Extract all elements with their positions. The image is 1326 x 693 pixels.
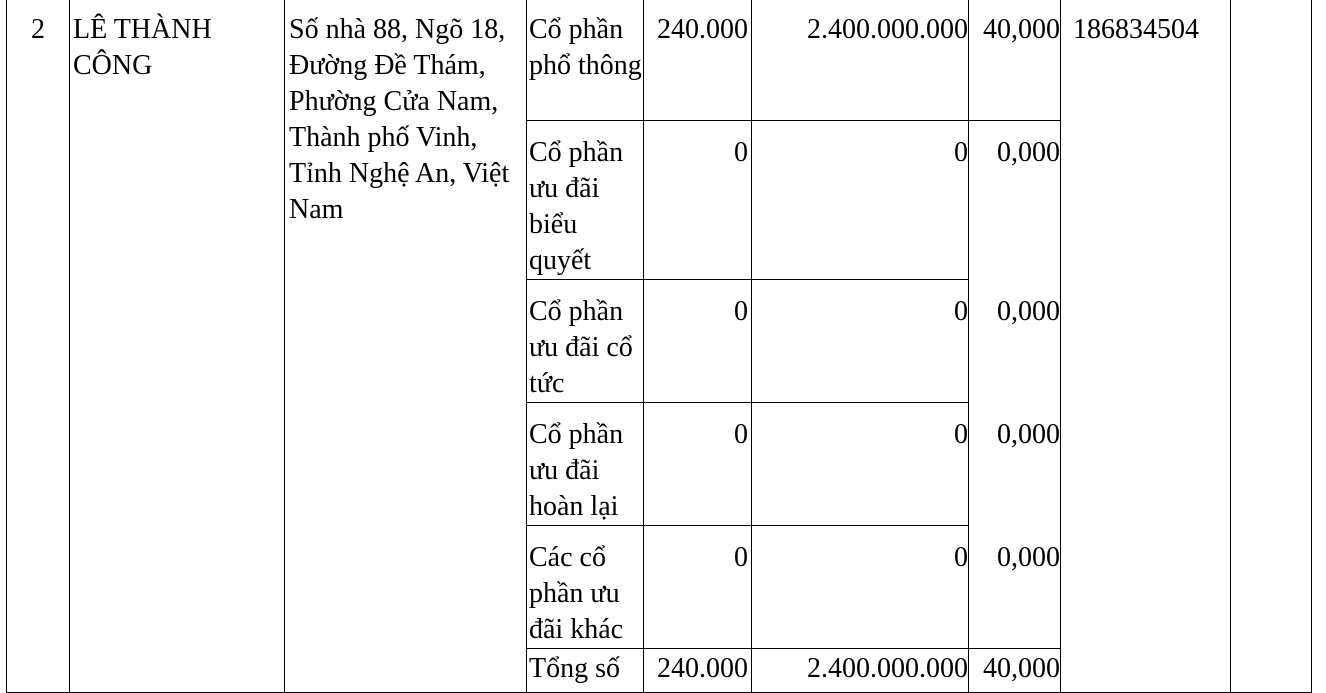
shareholder-address: Số nhà 88, Ngõ 18, Đường Đề Thám, Phường Cửa Nam, Thành phố Vinh, Tỉnh Nghệ An, Việt Nam	[285, 0, 527, 693]
row-index: 2	[7, 0, 70, 693]
share-quantity: 0	[644, 403, 752, 526]
share-value: 0	[752, 280, 969, 403]
share-percent-total: 40,000	[969, 649, 1061, 693]
share-quantity: 240.000	[644, 0, 752, 121]
share-percent: 40,000	[969, 0, 1061, 121]
share-quantity: 0	[644, 121, 752, 280]
table-row	[7, 0, 1312, 121]
id-number: 186834504	[1061, 0, 1231, 693]
share-quantity-total: 240.000	[644, 649, 752, 693]
shareholder-table	[6, 0, 1312, 693]
share-type: Các cổ phần ưu đãi khác	[527, 526, 644, 649]
share-type: Cổ phần phổ thông	[527, 0, 644, 121]
share-value: 2.400.000.000	[752, 0, 969, 121]
share-type: Cổ phần ưu đãi cổ tức	[527, 280, 644, 403]
share-value-total: 2.400.000.000	[752, 649, 969, 693]
share-type-total: Tổng số	[527, 649, 644, 693]
share-value: 0	[752, 403, 969, 526]
share-percent: 0,000	[969, 526, 1061, 649]
share-value: 0	[752, 121, 969, 280]
share-value: 0	[752, 526, 969, 649]
share-percent: 0,000	[969, 280, 1061, 403]
note-cell	[1231, 0, 1312, 693]
share-quantity: 0	[644, 526, 752, 649]
share-quantity: 0	[644, 280, 752, 403]
shareholder-name: LÊ THÀNH CÔNG	[70, 0, 285, 693]
share-type: Cổ phần ưu đãi biểu quyết	[527, 121, 644, 280]
share-type: Cổ phần ưu đãi hoàn lại	[527, 403, 644, 526]
share-percent: 0,000	[969, 121, 1061, 280]
share-percent: 0,000	[969, 403, 1061, 526]
